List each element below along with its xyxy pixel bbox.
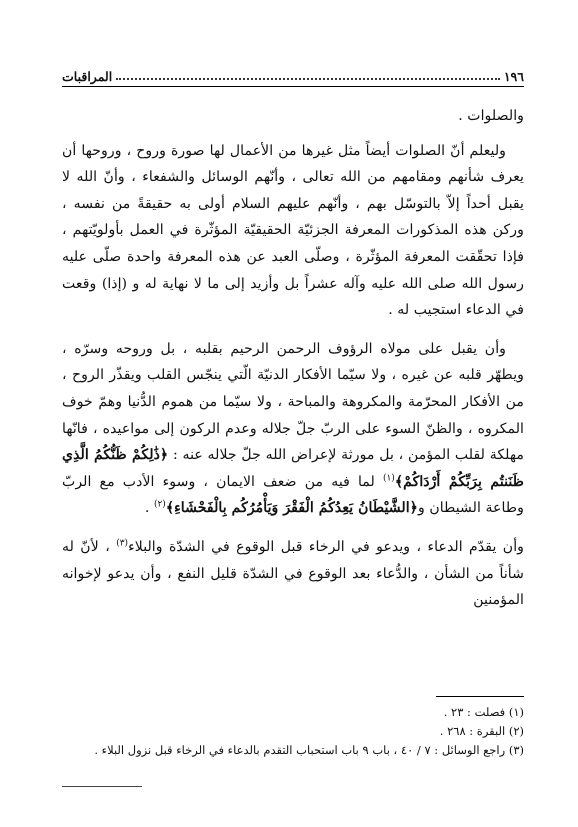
page-number: ١٩٦ xyxy=(503,69,524,84)
footnote-3: (٣) راجع الوسائل : ٧ / ٤٠ ، باب ٩ باب استحباب التقدم بالدعاء في الرخاء قبل نزول البلاء . xyxy=(94,743,524,757)
paragraph-2-end: . xyxy=(144,500,150,517)
book-page xyxy=(62,58,524,818)
page-header xyxy=(62,58,524,87)
bottom-rule xyxy=(62,786,142,787)
quran-quote-2: ﴿الشَّيْطَانُ يَعِدُكُمُ الْفَقْرَ وَيَأْمُرُكُم بِالْفَحْشَاءِ﴾ xyxy=(165,500,418,517)
paragraph-3-text-b: ، لأنّ له شأناً من الشأن ، والدُّعاء بعد الوقوع في الشدّة قليل النفع ، وأن يدعو لإخوانه المؤمنين xyxy=(62,538,524,609)
paragraph-3-text-a: وأن يقدّم الدعاء ، ويدعو في الرخاء قبل الوقوع في الشدّة والبلاء xyxy=(128,538,525,555)
paragraph-0: والصلوات . xyxy=(458,108,524,124)
paragraph-3 xyxy=(62,534,524,614)
header-dotted-leader xyxy=(116,78,500,80)
paragraph-1: وليعلم أنّ الصلوات أيضاً مثل غيرها من الأعمال لها صورة وروح ، وروحها أن يعرف شأنهم ومقامهم من الله تعالى ، وأنّهم الوسائل والشفعاء ، وأنّ الله لا يقبل أحداً إلاّ بالتوسّل بهم ، وأنّهم عليهم السلام أولى به حقيقةً من نفسه ، وركن هذه المذكورات المعرفة الجزئيّة الحقيقيّة المؤثّرة في العمل بأولويّتهم ، فإذا تحقّقت المعرفة المؤثّرة ، وصلّى العبد عن هذه المعرفة واحدة صلّى عليه رسول الله صلى الله عليه وآله عشراً بل وأزيد إلى ما لا نهاية له و (إذا) وقعت في الدعاء استجيب له . xyxy=(62,142,524,319)
paragraph-2-text-b: لما فيه من ضعف الايمان ، وسوء الأدب مع الربّ وطاعة الشيطان و xyxy=(62,473,524,517)
main-text xyxy=(62,103,524,614)
footnote-1: (١) فصلت : ٢٣ . xyxy=(443,705,524,719)
footnotes xyxy=(62,696,524,760)
footnote-ref-1: (١) xyxy=(382,472,395,483)
footnote-2: (٢) البقرة : ٢٦٨ . xyxy=(439,724,524,738)
footnote-separator xyxy=(436,696,524,697)
quran-quote-1: ﴿ذَٰلِكُمْ ظَنُّكُمُ الَّذِي ظَنَنتُم بِرَبِّكُمْ أَرْدَاكُمْ﴾ xyxy=(62,447,524,490)
paragraph-2 xyxy=(62,336,524,522)
paragraph-2-text-a: وأن يقبل على مولاه الرؤوف الرحمن الرحيم بقلبه ، بل وروحه وسرّه ، ويطهّر قلبه عن غيره ، ولا سيّما الأفكار الدنيّة الّتي ينجّس القلب ويقذّر الروح ، من الأفكار المحرّمة والمكروهة والمباحة ، ولا سيّما من هموم الدُّنيا وهمّ خوف المكروه ، والظنّ السوء على الربّ جلّ جلاله وعدم الركون إلى مواعيده ، فانّها مهلكة لقلب المؤمن ، بل مورثة لإعراض الله جلّ جلاله عنه : xyxy=(62,340,524,464)
footnote-ref-3: (٣) xyxy=(116,538,129,549)
running-title: المراقبات xyxy=(62,69,113,84)
footnote-ref-2: (٢) xyxy=(153,499,166,510)
